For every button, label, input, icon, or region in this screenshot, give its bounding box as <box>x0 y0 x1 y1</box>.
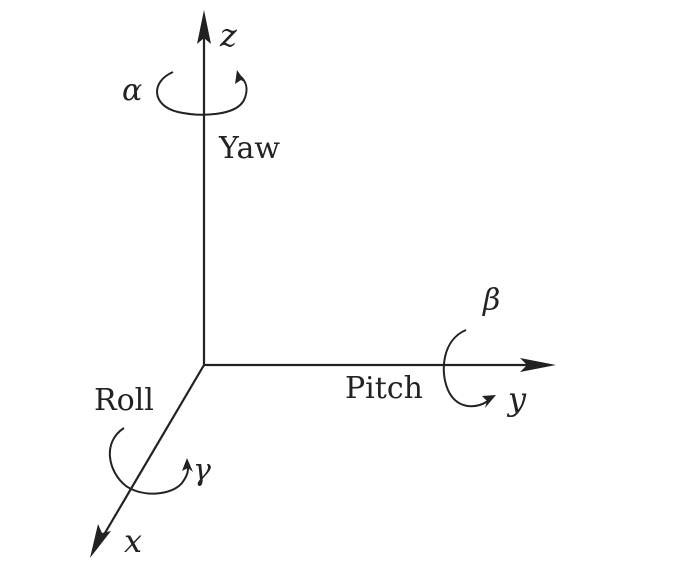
beta-angle-label: β <box>483 283 501 318</box>
y-axis-label: y <box>508 380 527 418</box>
alpha-angle-label: α <box>122 73 143 108</box>
z-axis-label: z <box>220 16 237 54</box>
roll-rotation-arrow <box>110 428 193 494</box>
gamma-angle-label: γ <box>193 453 211 488</box>
yaw-label: Yaw <box>219 131 281 166</box>
z-axis <box>197 10 211 365</box>
pitch-label: Pitch <box>345 371 423 406</box>
yaw-rotation-arrow <box>157 70 246 115</box>
y-axis <box>204 358 556 372</box>
roll-label: Roll <box>94 383 154 418</box>
pitch-rotation-arrow <box>444 330 496 408</box>
x-axis-label: x <box>124 522 143 560</box>
